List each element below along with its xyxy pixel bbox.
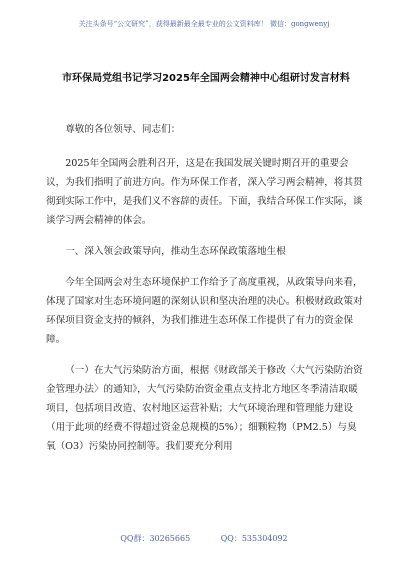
paragraph-policy: 今年全国两会对生态环境保护工作给予了高度重视，从政策导向来看，体现了国家对生态环境问题的深刻认识和坚决治理的决心。积极财政政策对环保项目资金支持的倾斜，为我们推进生态环保工作提供了有力的资金保障。 [46,277,363,345]
section-heading-1: 一、深入领会政策导向，推动生态环保政策落地生根 [65,246,286,257]
paragraph-air-pollution: （一）在大气污染防治方面，根据《财政部关于修改〈大气污染防治资金管理办法〉的通知》，大气污染防治资金重点支持北方地区冬季清洁取暖项目，包括项目改造、农村地区运营补贴；大气环境治理和管理能力建设（用于此项的经费不得超过资金总规模的5%）；细颗粒物（PM2.5）与臭氧（O3）污染协同控制等。我们要充分利用 [46,365,363,452]
header-watermark-note: 关注头条号“公文研究”，获得最新最全最专业的公文资料库！ 微信：gongwenyj [78,20,330,28]
document-body [46,120,364,456]
document-title: 市环保局党组书记学习2025年全国两会精神中心组研讨发言材料 [62,73,350,84]
footer-contact [0,533,408,544]
footer-qq-group: QQ群：30265665 [120,534,191,543]
paragraph-intro: 2025年全国两会胜利召开，这是在我国发展关键时期召开的重要会议，为我们指明了前进方向。作为环保工作者，深入学习两会精神，将其贯彻到实际工作中，是我们义不容辞的责任。下面，我结合环保工作实际，谈谈学习两会精神的体会。 [46,158,363,226]
footer-qq: QQ：535304092 [220,534,288,543]
salutation: 尊敬的各位领导、同志们： [65,124,181,135]
